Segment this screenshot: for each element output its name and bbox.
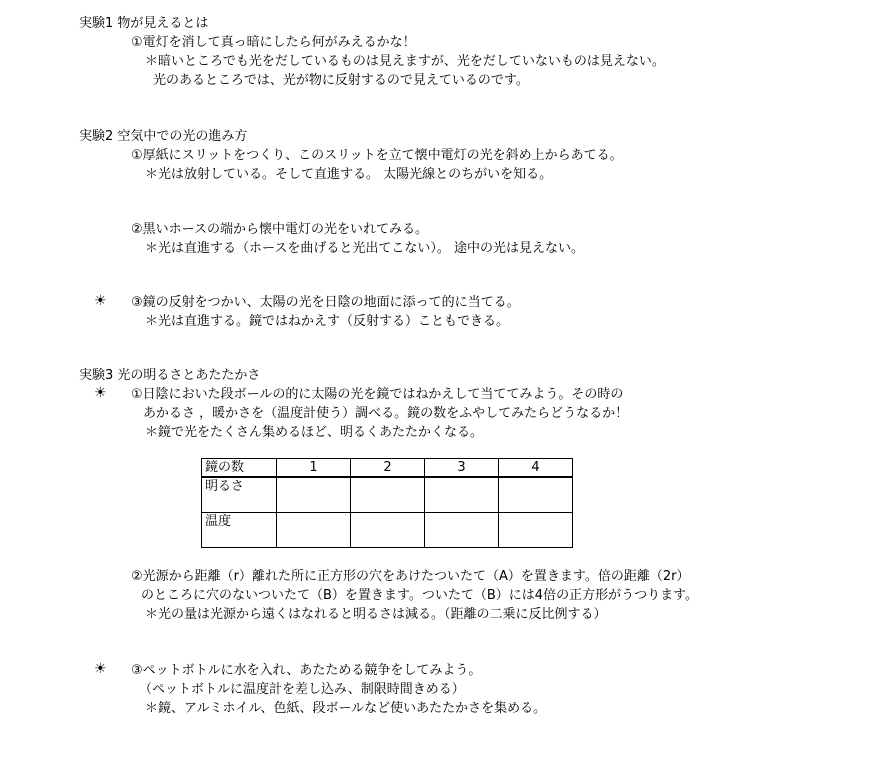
table-header-row	[202, 459, 573, 478]
exp3-step2-note: ＊光の量は光源から遠くはなれると明るさは減る。（距離の二乗に反比例する）	[145, 607, 607, 622]
exp3-step3-note: ＊鏡、アルミホイル、色紙、段ボールなど使いあたたかさを集める。	[145, 701, 547, 716]
exp2-step2: ②黒いホースの端から懐中電灯の光をいれてみる。	[131, 222, 429, 237]
exp2-step3-note: ＊光は直進する。鏡ではねかえす（反射する）こともできる。	[145, 314, 510, 329]
table-row-label-brightness: 明るさ	[202, 477, 277, 513]
exp2-step2-note: ＊光は直進する（ホースを曲げると光出てこない）。 途中の光は見えない。	[145, 241, 584, 256]
table-cell	[499, 513, 573, 548]
exp3-step2: ②光源から距離（r）離れた所に正方形の穴をあけたついたて（A）を置きます。倍の距離（2r）	[131, 569, 690, 584]
table-col-2: 2	[351, 459, 425, 478]
table-row	[202, 477, 573, 513]
table-cell	[277, 477, 351, 513]
exp3-step1: ①日陰においた段ボールの的に太陽の光を鏡ではねかえして当ててみよう。その時の	[131, 387, 624, 402]
mirror-count-table	[201, 458, 573, 548]
exp2-heading: 実験2 空気中での光の進み方	[79, 129, 248, 144]
table-cell	[499, 477, 573, 513]
table-cell	[277, 513, 351, 548]
table-row-label-temperature: 温度	[202, 513, 277, 548]
table-col-1: 1	[277, 459, 351, 478]
exp3-step3: ③ペットボトルに水を入れ、あたためる競争をしてみよう。	[131, 663, 482, 678]
exp3-step2-cont: のところに穴のないついたて（B）を置きます。ついたて（B）には4倍の正方形がうつります。	[141, 588, 699, 603]
exp3-heading: 実験3 光の明るさとあたたかさ	[79, 368, 261, 383]
exp3-step1-note: ＊鏡で光をたくさん集めるほど、明るくあたたかくなる。	[145, 425, 484, 440]
table-col-4: 4	[499, 459, 573, 478]
exp3-step1-cont: あかるさ ，暖かさを（温度計使う）調べる。鏡の数をふやしてみたらどうなるか！	[143, 406, 629, 421]
exp1-step1: ①電灯を消して真っ暗にしたら何がみえるかな！	[131, 35, 416, 50]
table-cell	[425, 513, 499, 548]
table-col-3: 3	[425, 459, 499, 478]
sun-icon: ☀	[94, 293, 107, 309]
exp1-note1: ＊暗いところでも光をだしているものは見えますが、光をだしていないものは見えない。	[145, 54, 665, 69]
table-cell	[351, 477, 425, 513]
table-header-label: 鏡の数	[202, 459, 277, 478]
exp2-step3: ③鏡の反射をつかい、太陽の光を日陰の地面に添って的に当てる。	[131, 295, 520, 310]
table-cell	[351, 513, 425, 548]
table-row	[202, 513, 573, 548]
exp1-heading: 実験1 物が見えるとは	[79, 16, 209, 31]
sun-icon: ☀	[94, 661, 107, 677]
exp2-step1-note: ＊光は放射している。そして直進する。 太陽光線とのちがいを知る。	[145, 167, 553, 182]
sun-icon: ☀	[94, 385, 107, 401]
exp3-step3-cont: （ペットボトルに温度計を差し込み、制限時間きめる）	[139, 682, 465, 697]
exp2-step1: ①厚紙にスリットをつくり、このスリットを立て懐中電灯の光を斜め上からあてる。	[131, 148, 623, 163]
table-cell	[425, 477, 499, 513]
exp1-note2: 光のあるところでは、光が物に反射するので見えているのです。	[153, 73, 529, 88]
